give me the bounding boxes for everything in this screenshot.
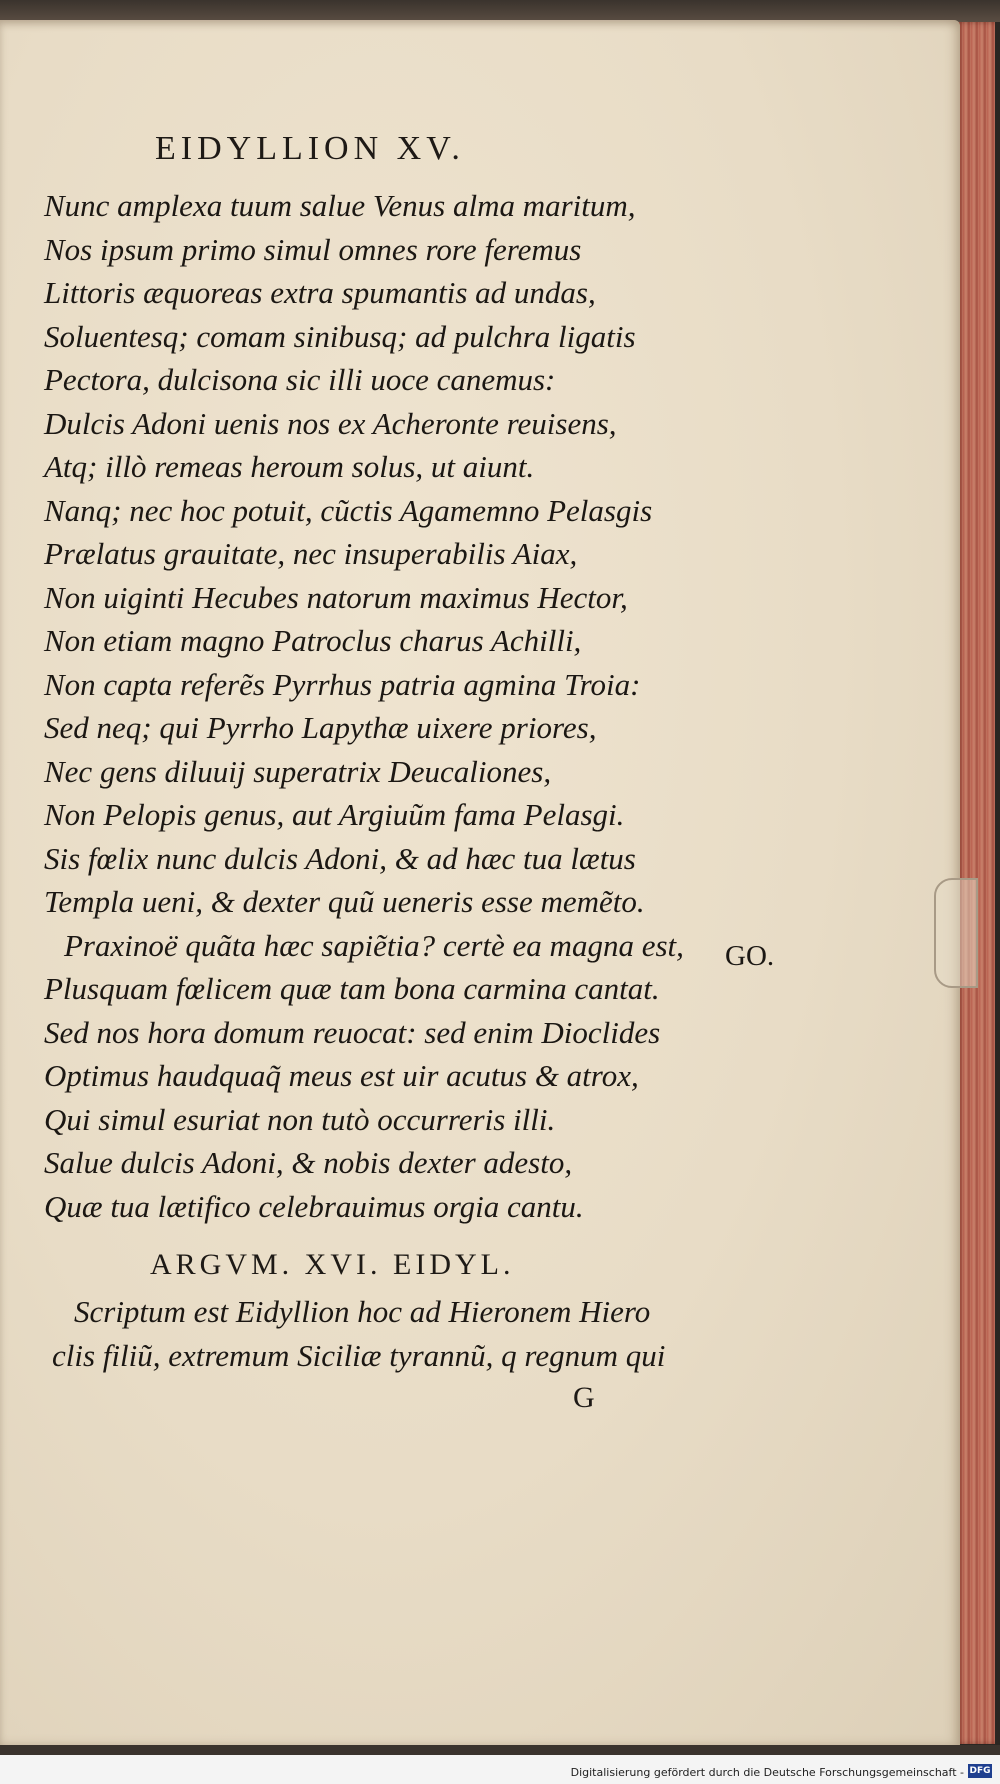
verse-line: Non etiam magno Patroclus charus Achilli, <box>44 623 582 658</box>
verse-line: Nanq; nec hoc potuit, cũctis Agamemno Pelasgis <box>44 492 653 528</box>
verse-line: Non Pelopis genus, aut Argiuũm fama Pelasgi. <box>44 797 625 832</box>
verse-line: Non uiginti Hecubes natorum maximus Hector, <box>44 579 628 615</box>
prose-line: clis filiũ, extremum Siciliæ tyrannũ, q regnum qui <box>52 1338 666 1373</box>
prose-line: Scriptum est Eidyllion hoc ad Hieronem Hiero <box>74 1294 651 1329</box>
verse-line: Templa ueni, & dexter quũ ueneris esse memẽto. <box>44 884 645 919</box>
dfg-logo: DFG <box>969 1766 991 1776</box>
verse-line: Plusquam fœlicem quæ tam bona carmina cantat. <box>44 971 660 1006</box>
argument-heading: ARGVM. XVI. EIDYL. <box>150 1248 515 1281</box>
page-header: EIDYLLION XV. <box>155 130 465 167</box>
signature-mark: G <box>573 1381 595 1414</box>
verse-line: Sed neq; qui Pyrrho Lapythæ uixere priores, <box>44 710 597 745</box>
verse-line: Quæ tua lætifico celebrauimus orgia cantu. <box>44 1188 584 1224</box>
argument-text <box>52 1290 752 1378</box>
verse-line: Dulcis Adoni uenis nos ex Acheronte reuisens, <box>44 405 617 441</box>
verse-line: Sed nos hora domum reuocat: sed enim Dioclides <box>44 1014 661 1050</box>
verse-line: Sis fœlix nunc dulcis Adoni, & ad hæc tua lætus <box>44 840 636 876</box>
verse-line: Atq; illò remeas heroum solus, ut aiunt. <box>44 449 535 484</box>
verse-block <box>44 184 744 1228</box>
verse-line: Nec gens diluuij superatrix Deucaliones, <box>44 753 552 789</box>
speaker-label: GO. <box>725 940 775 972</box>
verse-line: Nunc amplexa tuum salue Venus alma maritum, <box>44 188 636 223</box>
scan-top-border <box>0 0 1000 22</box>
page-clip-tab <box>934 878 978 988</box>
verse-line: Nos ipsum primo simul omnes rore feremus <box>44 231 582 267</box>
verse-line: Praxinoë quãta hæc sapiẽtia? certè ea magna est, <box>64 927 684 963</box>
verse-line: Non capta referẽs Pyrrhus patria agmina Troia: <box>44 666 641 702</box>
verse-line: Qui simul esuriat non tutò occurreris illi. <box>44 1101 556 1137</box>
digitization-credit: Digitalisierung gefördert durch die Deutsche Forschungsgemeinschaft - <box>570 1766 964 1779</box>
verse-line: Soluentesq; comam sinibusq; ad pulchra ligatis <box>44 318 636 354</box>
verse-line: Pectora, dulcisona sic illi uoce canemus: <box>44 362 556 397</box>
verse-line: Optimus haudquaq̃ meus est uir acutus & atrox, <box>44 1058 639 1093</box>
verse-line: Littoris æquoreas extra spumantis ad undas, <box>44 275 596 310</box>
verse-line: Salue dulcis Adoni, & nobis dexter adesto, <box>44 1145 573 1180</box>
verse-line: Prælatus grauitate, nec insuperabilis Aiax, <box>44 536 578 571</box>
